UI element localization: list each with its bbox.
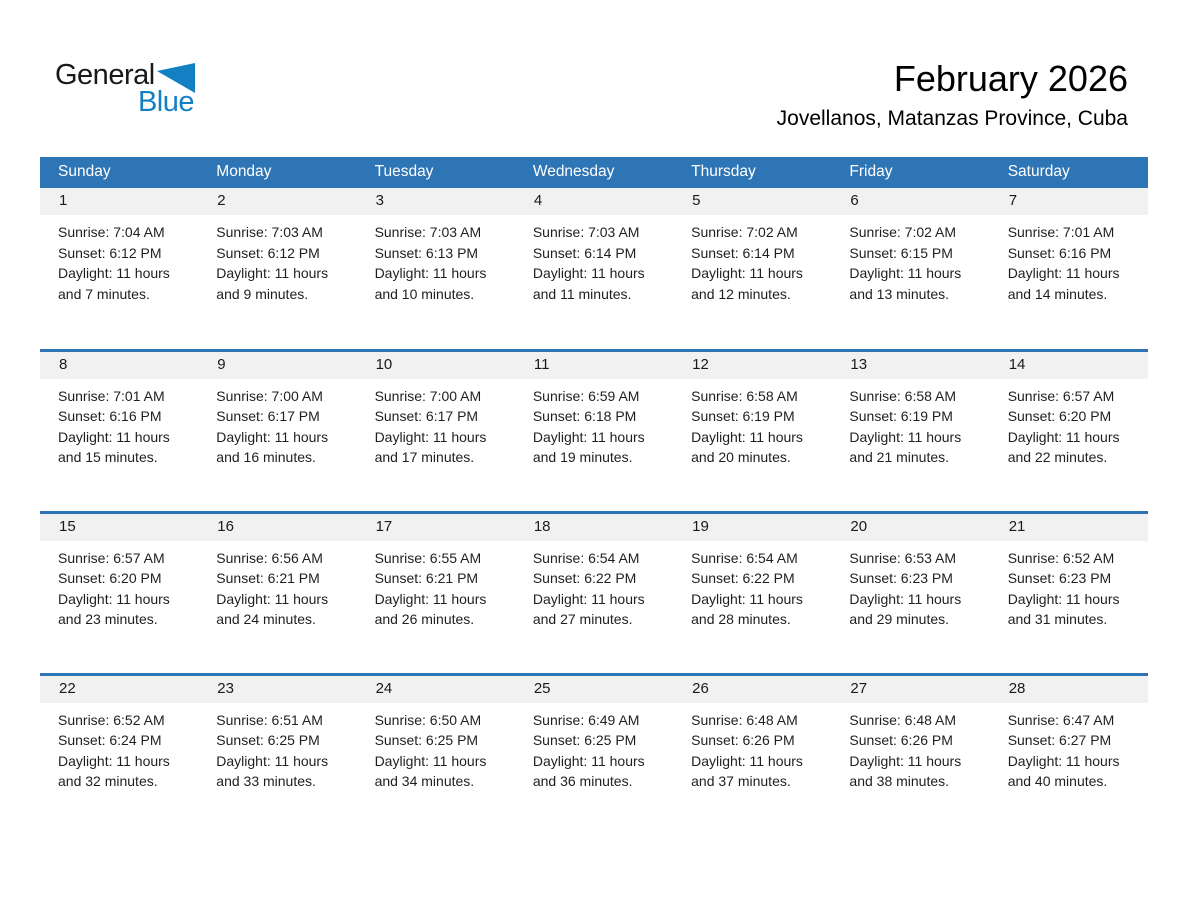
sunrise-text: Sunrise: 6:47 AM <box>1007 711 1115 728</box>
daylight-text-line1: Daylight: 11 hours <box>374 752 487 769</box>
day-cell <box>673 674 831 836</box>
sunrise-text: Sunrise: 7:00 AM <box>374 387 482 404</box>
daylight-text-line2: and 37 minutes. <box>691 773 791 789</box>
daylight-text-line1: Daylight: 11 hours <box>849 265 962 281</box>
day-cell <box>831 188 989 350</box>
day-cell <box>40 350 198 512</box>
day-number: 21 <box>1008 517 1026 535</box>
daylight-text-line2: and 7 minutes. <box>58 285 150 302</box>
sunset-text: Sunset: 6:14 PM <box>691 244 795 261</box>
sunrise-text: Sunrise: 6:52 AM <box>58 711 165 728</box>
day-number: 14 <box>1008 355 1026 373</box>
daylight-text-line2: and 31 minutes. <box>1007 611 1108 627</box>
daylight-text-line2: and 38 minutes. <box>849 773 950 789</box>
sunrise-text: Sunrise: 6:48 AM <box>849 711 957 728</box>
weekday-header-friday: Friday <box>831 157 989 188</box>
daylight-text-line2: and 28 minutes. <box>691 611 791 627</box>
day-cell <box>831 350 989 512</box>
daylight-text-line1: Daylight: 11 hours <box>532 590 645 607</box>
weekday-header-thursday: Thursday <box>673 157 831 188</box>
day-cell <box>990 512 1148 674</box>
day-number: 8 <box>59 355 68 373</box>
daylight-text-line1: Daylight: 11 hours <box>1007 590 1120 607</box>
day-number-band <box>198 352 356 379</box>
sunrise-text: Sunrise: 6:57 AM <box>58 549 165 566</box>
sunset-text: Sunset: 6:17 PM <box>216 408 320 424</box>
daylight-text-line1: Daylight: 11 hours <box>374 265 487 281</box>
day-cell <box>40 188 198 350</box>
day-cell <box>357 350 515 512</box>
day-number: 11 <box>533 355 550 373</box>
sunrise-text: Sunrise: 6:59 AM <box>532 387 640 404</box>
sunrise-text: Sunrise: 7:01 AM <box>58 387 165 404</box>
sunset-text: Sunset: 6:22 PM <box>532 570 637 586</box>
sunrise-text: Sunrise: 6:48 AM <box>691 711 798 728</box>
day-number: 25 <box>533 679 551 697</box>
day-number: 2 <box>217 192 226 209</box>
day-number: 10 <box>375 355 393 373</box>
sunrise-text: Sunrise: 6:51 AM <box>216 711 323 728</box>
sunset-text: Sunset: 6:23 PM <box>1007 570 1112 586</box>
day-cell <box>515 674 673 836</box>
weekday-header-sunday: Sunday <box>40 157 198 188</box>
sunrise-text: Sunrise: 6:56 AM <box>216 549 323 566</box>
sunset-text: Sunset: 6:26 PM <box>691 732 795 748</box>
sunrise-text: Sunrise: 6:58 AM <box>849 387 957 404</box>
calendar-body <box>40 188 1148 836</box>
day-number-band <box>357 514 515 541</box>
day-number-band <box>198 676 356 703</box>
day-cell <box>515 512 673 674</box>
daylight-text-line1: Daylight: 11 hours <box>216 590 329 607</box>
daylight-text-line1: Daylight: 11 hours <box>374 428 487 445</box>
daylight-text-line2: and 27 minutes. <box>532 611 633 627</box>
daylight-text-line2: and 11 minutes. <box>532 285 632 302</box>
weekday-header-tuesday: Tuesday <box>357 157 515 188</box>
daylight-text-line2: and 19 minutes. <box>532 449 633 465</box>
daylight-text-line1: Daylight: 11 hours <box>849 428 962 445</box>
day-number: 17 <box>375 517 393 535</box>
day-number-band <box>515 514 673 541</box>
day-number: 28 <box>1008 679 1026 697</box>
day-number-band <box>831 188 989 215</box>
daylight-text-line2: and 16 minutes. <box>216 449 316 465</box>
day-cell <box>673 350 831 512</box>
day-number-band <box>40 514 198 541</box>
day-number: 4 <box>533 192 543 209</box>
sunset-text: Sunset: 6:14 PM <box>532 244 637 261</box>
daylight-text-line2: and 12 minutes. <box>691 285 791 302</box>
daylight-text-line1: Daylight: 11 hours <box>691 265 803 281</box>
day-cell <box>198 512 356 674</box>
daylight-text-line2: and 26 minutes. <box>374 611 475 627</box>
sunset-text: Sunset: 6:16 PM <box>58 408 162 424</box>
day-number-band <box>357 676 515 703</box>
sunset-text: Sunset: 6:19 PM <box>849 408 953 424</box>
daylight-text-line1: Daylight: 11 hours <box>216 752 329 769</box>
day-number-band <box>515 352 673 379</box>
sunset-text: Sunset: 6:12 PM <box>58 244 162 261</box>
sunset-text: Sunset: 6:17 PM <box>374 408 479 424</box>
day-cell <box>40 512 198 674</box>
daylight-text-line1: Daylight: 11 hours <box>1007 752 1120 769</box>
sunset-text: Sunset: 6:25 PM <box>216 732 320 748</box>
location-subtitle: Jovellanos, Matanzas Province, Cuba <box>776 107 1128 130</box>
sunset-text: Sunset: 6:21 PM <box>216 570 320 586</box>
daylight-text-line2: and 23 minutes. <box>58 611 158 627</box>
daylight-text-line2: and 14 minutes. <box>1007 285 1108 302</box>
sunset-text: Sunset: 6:25 PM <box>532 732 637 748</box>
sunset-text: Sunset: 6:18 PM <box>532 408 637 424</box>
daylight-text-line2: and 17 minutes. <box>374 449 475 465</box>
day-cell <box>198 350 356 512</box>
daylight-text-line2: and 9 minutes. <box>216 285 309 302</box>
logo-blue-text: Blue <box>137 86 194 118</box>
sunrise-text: Sunrise: 7:01 AM <box>1007 224 1115 240</box>
sunrise-text: Sunrise: 7:03 AM <box>374 224 482 240</box>
daylight-text-line1: Daylight: 11 hours <box>58 265 170 281</box>
weekday-header-monday: Monday <box>198 157 356 188</box>
daylight-text-line2: and 36 minutes. <box>532 773 633 789</box>
day-number-band <box>990 352 1148 379</box>
sunrise-text: Sunrise: 7:04 AM <box>58 224 165 240</box>
day-number-band <box>990 676 1148 703</box>
day-cell <box>40 674 198 836</box>
day-cell <box>357 512 515 674</box>
daylight-text-line1: Daylight: 11 hours <box>849 590 962 607</box>
day-number-band <box>990 514 1148 541</box>
daylight-text-line1: Daylight: 11 hours <box>374 590 487 607</box>
week-row <box>40 188 1148 350</box>
daylight-text-line1: Daylight: 11 hours <box>532 752 645 769</box>
daylight-text-line1: Daylight: 11 hours <box>58 590 170 607</box>
day-cell <box>990 350 1148 512</box>
day-cell <box>990 674 1148 836</box>
day-number: 7 <box>1008 192 1018 209</box>
sunset-text: Sunset: 6:23 PM <box>849 570 953 586</box>
day-cell <box>357 674 515 836</box>
daylight-text-line2: and 21 minutes. <box>849 449 950 465</box>
day-number: 6 <box>850 192 859 209</box>
day-number: 16 <box>217 517 234 535</box>
daylight-text-line1: Daylight: 11 hours <box>849 752 962 769</box>
day-number-band <box>40 676 198 703</box>
daylight-text-line2: and 15 minutes. <box>58 449 158 465</box>
sunset-text: Sunset: 6:19 PM <box>691 408 795 424</box>
week-row <box>40 512 1148 674</box>
day-number: 22 <box>59 679 76 697</box>
daylight-text-line2: and 33 minutes. <box>216 773 316 789</box>
sunrise-text: Sunrise: 7:03 AM <box>532 224 640 240</box>
day-number-band <box>990 188 1148 215</box>
daylight-text-line1: Daylight: 11 hours <box>691 590 803 607</box>
day-cell <box>515 350 673 512</box>
day-number: 23 <box>217 679 234 697</box>
day-number: 13 <box>850 355 868 373</box>
general-blue-logo <box>55 59 195 118</box>
day-number: 12 <box>692 355 709 373</box>
daylight-text-line2: and 24 minutes. <box>216 611 316 627</box>
daylight-text-line1: Daylight: 11 hours <box>532 428 645 445</box>
weekday-header-saturday: Saturday <box>990 157 1148 188</box>
sunset-text: Sunset: 6:15 PM <box>849 244 953 261</box>
day-cell <box>673 188 831 350</box>
day-number-band <box>357 352 515 379</box>
calendar-table <box>40 157 1148 836</box>
calendar-grid <box>40 157 1148 836</box>
daylight-text-line1: Daylight: 11 hours <box>1007 265 1120 281</box>
day-number: 1 <box>59 192 68 209</box>
day-number-band <box>515 676 673 703</box>
day-number: 9 <box>217 355 226 373</box>
day-number-band <box>198 514 356 541</box>
sunrise-text: Sunrise: 6:54 AM <box>691 549 798 566</box>
sunrise-text: Sunrise: 6:52 AM <box>1007 549 1115 566</box>
daylight-text-line1: Daylight: 11 hours <box>58 428 170 445</box>
day-number-band <box>40 352 198 379</box>
daylight-text-line1: Daylight: 11 hours <box>691 428 803 445</box>
day-number-band <box>198 188 356 215</box>
title-block <box>777 57 1128 135</box>
sunrise-text: Sunrise: 7:03 AM <box>216 224 323 240</box>
day-number: 27 <box>850 679 868 697</box>
daylight-text-line1: Daylight: 11 hours <box>58 752 170 769</box>
sunrise-text: Sunrise: 6:58 AM <box>691 387 798 404</box>
day-number: 24 <box>375 679 393 697</box>
day-number: 3 <box>375 192 384 209</box>
day-number-band <box>673 676 831 703</box>
day-cell <box>990 188 1148 350</box>
day-cell <box>198 674 356 836</box>
day-number-band <box>831 352 989 379</box>
sunrise-text: Sunrise: 6:49 AM <box>532 711 640 728</box>
sunrise-text: Sunrise: 7:02 AM <box>849 224 957 240</box>
day-cell <box>831 512 989 674</box>
day-number-band <box>831 676 989 703</box>
sunset-text: Sunset: 6:16 PM <box>1007 244 1112 261</box>
daylight-text-line2: and 34 minutes. <box>374 773 475 789</box>
sunrise-text: Sunrise: 6:55 AM <box>374 549 482 566</box>
daylight-text-line2: and 22 minutes. <box>1007 449 1108 465</box>
sunrise-text: Sunrise: 6:57 AM <box>1007 387 1115 404</box>
sunset-text: Sunset: 6:22 PM <box>691 570 795 586</box>
daylight-text-line1: Daylight: 11 hours <box>691 752 803 769</box>
daylight-text-line2: and 13 minutes. <box>849 285 950 302</box>
daylight-text-line2: and 29 minutes. <box>849 611 950 627</box>
day-number-band <box>673 514 831 541</box>
day-cell <box>515 188 673 350</box>
sunset-text: Sunset: 6:20 PM <box>58 570 162 586</box>
day-cell <box>357 188 515 350</box>
sunrise-text: Sunrise: 7:00 AM <box>216 387 323 404</box>
daylight-text-line1: Daylight: 11 hours <box>216 265 329 281</box>
daylight-text-line1: Daylight: 11 hours <box>1007 428 1120 445</box>
weekday-header-row <box>40 157 1148 188</box>
sunrise-text: Sunrise: 6:54 AM <box>532 549 640 566</box>
day-number-band <box>357 188 515 215</box>
day-number: 5 <box>692 192 701 209</box>
sunset-text: Sunset: 6:26 PM <box>849 732 953 748</box>
day-number: 15 <box>59 517 76 535</box>
day-number: 18 <box>533 517 551 535</box>
daylight-text-line2: and 40 minutes. <box>1007 773 1108 789</box>
day-cell <box>198 188 356 350</box>
weekday-header-wednesday: Wednesday <box>515 157 673 188</box>
day-cell <box>831 674 989 836</box>
logo-general-text: General <box>55 59 155 91</box>
month-title: February 2026 <box>893 58 1128 99</box>
daylight-text-line2: and 10 minutes. <box>374 285 475 302</box>
day-number-band <box>673 352 831 379</box>
day-number-band <box>515 188 673 215</box>
sunrise-text: Sunrise: 6:50 AM <box>374 711 482 728</box>
day-cell <box>673 512 831 674</box>
daylight-text-line2: and 20 minutes. <box>691 449 791 465</box>
day-number-band <box>673 188 831 215</box>
daylight-text-line1: Daylight: 11 hours <box>216 428 329 445</box>
day-number: 19 <box>692 517 709 535</box>
sunset-text: Sunset: 6:24 PM <box>58 732 162 748</box>
day-number-band <box>831 514 989 541</box>
sunset-text: Sunset: 6:13 PM <box>374 244 479 261</box>
daylight-text-line1: Daylight: 11 hours <box>532 265 645 281</box>
sunset-text: Sunset: 6:21 PM <box>374 570 479 586</box>
sunset-text: Sunset: 6:25 PM <box>374 732 479 748</box>
week-row <box>40 350 1148 512</box>
day-number: 26 <box>692 679 709 697</box>
week-row <box>40 674 1148 836</box>
sunset-text: Sunset: 6:12 PM <box>216 244 320 261</box>
sunrise-text: Sunrise: 7:02 AM <box>691 224 798 240</box>
sunset-text: Sunset: 6:27 PM <box>1007 732 1112 748</box>
sunrise-text: Sunrise: 6:53 AM <box>849 549 957 566</box>
day-number-band <box>40 188 198 215</box>
daylight-text-line2: and 32 minutes. <box>58 773 158 789</box>
sunset-text: Sunset: 6:20 PM <box>1007 408 1112 424</box>
day-number: 20 <box>850 517 868 535</box>
